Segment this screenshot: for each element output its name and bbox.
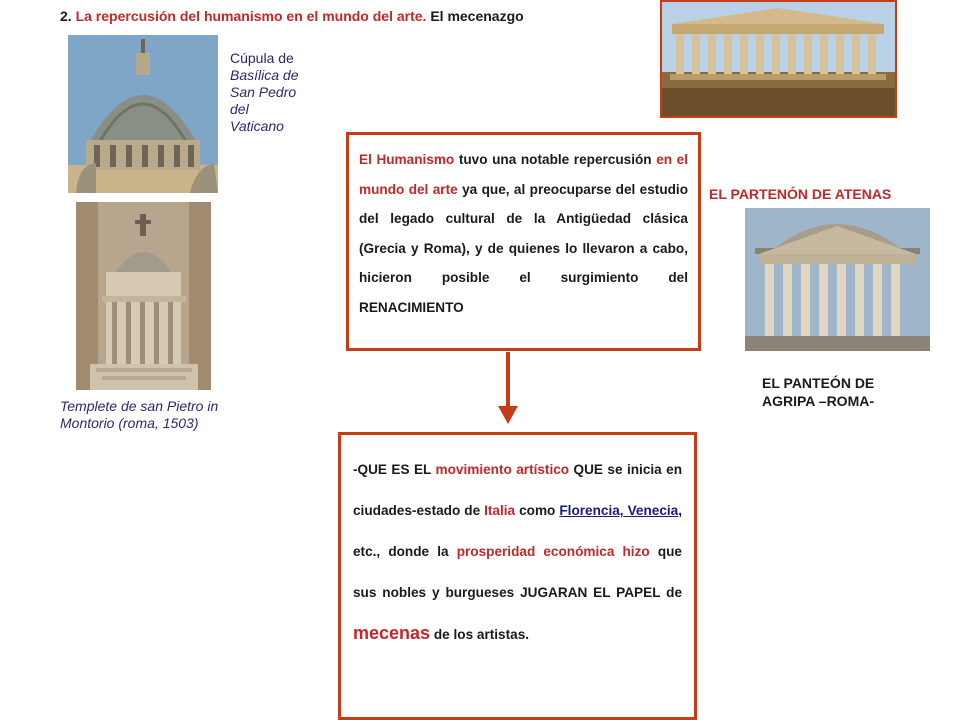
- pantheon-caption-line: EL PANTEÓN DE: [762, 375, 875, 391]
- title-number: 2.: [60, 8, 72, 24]
- text-segment: de los artistas.: [433, 627, 530, 642]
- humanism-text-box: [346, 132, 701, 351]
- text-segment: QUE: [573, 462, 603, 477]
- text-segment: como: [519, 503, 556, 518]
- florencia-venecia-link[interactable]: Florencia, Venecia: [559, 503, 679, 518]
- text-segment: ya que, al preocuparse del estudio del legado cultural de la Antigüedad clásica (Grecia y Roma), y de quienes lo llevaron a cabo, hicieron posible el surgimiento del: [359, 181, 689, 286]
- text-segment: El: [359, 152, 372, 167]
- text-segment: , etc., donde la: [353, 503, 682, 559]
- pantheon-caption: [762, 374, 874, 410]
- cupola-caption-line: Vaticano: [230, 118, 284, 134]
- st-peter-dome-photo: [68, 35, 218, 193]
- cupola-caption-line: San Pedro: [230, 84, 297, 100]
- parthenon-photo: [660, 0, 897, 118]
- title-subtopic: El mecenazgo: [430, 8, 524, 24]
- text-segment: RENACIMIENTO: [359, 299, 464, 315]
- templete-caption: [60, 398, 218, 432]
- humanism-paragraph: [359, 145, 688, 323]
- text-segment: movimiento artístico: [435, 462, 570, 477]
- text-segment: se inicia en ciudades-estado de: [353, 462, 682, 518]
- page-title: [60, 8, 524, 24]
- renaissance-text-box: [338, 432, 697, 720]
- cupola-caption: [230, 50, 298, 135]
- cupola-caption-line: del: [230, 101, 249, 117]
- text-segment: en el mundo del arte: [359, 152, 689, 197]
- templete-caption-line: Montorio (roma, 1503): [60, 415, 199, 431]
- text-segment: Italia: [484, 503, 516, 518]
- text-segment: que sus nobles y burgueses JUGARAN EL PAPEL de: [353, 544, 682, 600]
- text-segment: -QUE ES EL: [353, 462, 432, 477]
- cupola-caption-line: Basílica de: [230, 67, 299, 83]
- title-topic: La repercusión del humanismo en el mundo del arte.: [75, 8, 427, 24]
- text-segment: Humanismo: [376, 152, 455, 167]
- renaissance-paragraph: [353, 449, 682, 655]
- text-segment: tuvo una notable repercusión: [458, 152, 652, 167]
- text-segment: prosperidad económica hizo: [456, 544, 650, 559]
- cupola-caption-line: Cúpula de: [230, 50, 294, 66]
- parthenon-caption: EL PARTENÓN DE ATENAS: [709, 186, 892, 202]
- text-segment: mecenas: [353, 623, 431, 643]
- templete-caption-line: Templete de san Pietro in: [60, 398, 219, 414]
- pantheon-photo: [745, 208, 930, 351]
- pantheon-caption-line: AGRIPA –ROMA-: [762, 393, 874, 409]
- down-arrow-icon: [498, 352, 518, 424]
- tempietto-photo: [76, 202, 211, 390]
